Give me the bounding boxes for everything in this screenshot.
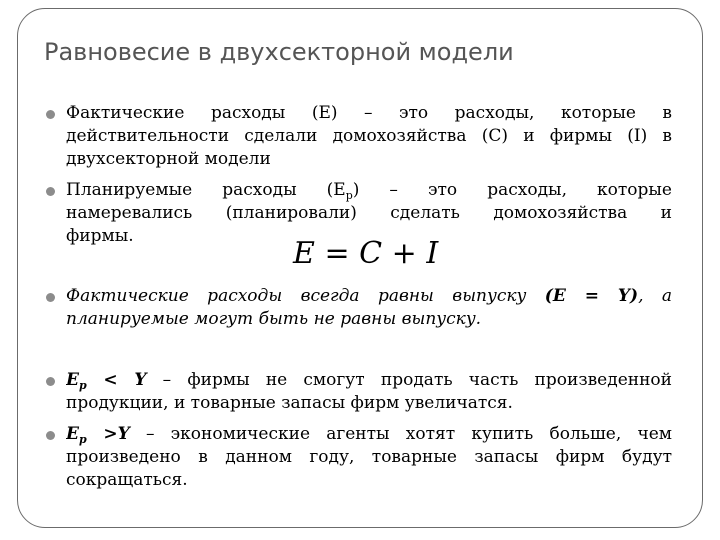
bullet2-line2: намеревались (планировали) сделать домохозяйства и: [66, 203, 672, 223]
bullet3-equation: (Е = Y): [544, 286, 639, 306]
bullet1-line3: двухсекторной модели: [66, 149, 271, 169]
formula-plus: +: [391, 236, 417, 271]
bullet2-line1: [66, 179, 672, 202]
bullet-dot-icon: [46, 110, 55, 119]
formula-equals: =: [324, 236, 350, 271]
bullet3-line1-text-c: , а: [638, 286, 672, 306]
bullet-dot-icon: [46, 431, 55, 440]
bullet5-line1: [66, 423, 672, 446]
bullet5-line3: сокращаться.: [66, 470, 188, 490]
formula-i: I: [426, 236, 439, 271]
bullet5-line1-rest: – экономические агенты хотят купить больше, чем: [129, 424, 672, 444]
formula-e-equals-c-plus-i: [293, 236, 438, 271]
bullet3-line2: планируемые могут быть не равны выпуску.: [66, 309, 482, 329]
bullet1-line2: действительности сделали домохозяйства (С) и фирмы (I) в: [66, 126, 672, 146]
bullet-dot-icon: [46, 293, 55, 302]
bullet4-line1: [66, 369, 672, 392]
bullet2-line3: фирмы.: [66, 226, 134, 246]
bullet3-line1-text-a: Фактические расходы всегда равны выпуску: [66, 286, 545, 306]
formula-e: E: [293, 236, 315, 271]
bullet3-line1: [66, 285, 672, 308]
bullet5-ep: $Е_р >Y$: [66, 424, 130, 446]
bullet5-line2: произведено в данном году, товарные запасы фирм будут: [66, 447, 672, 467]
bullet2-line1-text-a: Планируемые расходы (Е: [66, 180, 346, 200]
bullet4-line2: продукции, и товарные запасы фирм увеличатся.: [66, 393, 513, 413]
bullet2-subscript: р: [345, 189, 353, 202]
bullet2-line1-text-b: ) – это расходы, которые: [352, 180, 672, 200]
bullet-dot-icon: [46, 187, 55, 196]
formula-c: C: [359, 236, 383, 271]
bullet1-line1: Фактические расходы (Е) – это расходы, которые в: [66, 103, 672, 123]
bullet4-ep: $Е_р < Y$: [66, 370, 147, 392]
slide-title: Равновесие в двухсекторной модели: [44, 38, 514, 66]
bullet-dot-icon: [46, 377, 55, 386]
bullet4-line1-rest: – фирмы не смогут продать часть произведенной: [146, 370, 672, 390]
